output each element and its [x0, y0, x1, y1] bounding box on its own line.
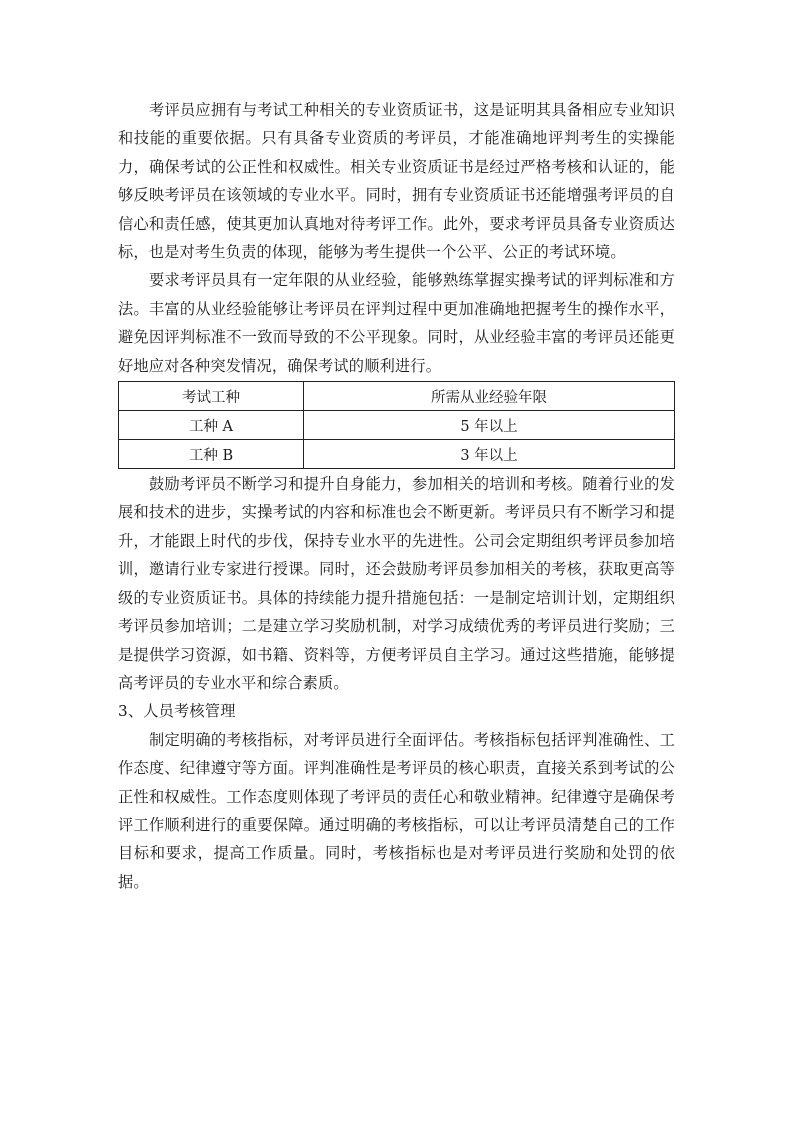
table-row — [119, 411, 675, 440]
experience-table — [118, 381, 675, 469]
table-header-row — [119, 382, 675, 411]
paragraph-qualification: 考评员应拥有与考试工种相关的专业资质证书，这是证明其具备相应专业知识和技能的重要依据。只有具备专业资质的考评员，才能准确地评判考生的实操能力，确保考试的公正性和权威性。相关专业资质证书是经过严格考核和认证的，能够反映考评员在该领域的专业水平。同时，拥有专业资质证书还能增强考评员的自信心和责任感，使其更加认真地对待考评工作。此外，要求考评员具备专业资质达标，也是对考生负责的体现，能够为考生提供一个公平、公正的考试环境。 — [118, 101, 675, 262]
paragraph-assessment: 制定明确的考核指标，对考评员进行全面评估。考核指标包括评判准确性、工作态度、纪律遵守等方面。评判准确性是考评员的核心职责，直接关系到考试的公正性和权威性。工作态度则体现了考评员的责任心和敬业精神。纪律遵守是确保考评工作顺利进行的重要保障。通过明确的考核指标，可以让考评员清楚自己的工作目标和要求，提高工作质量。同时，考核指标也是对考评员进行奖励和处罚的依据。 — [118, 730, 675, 891]
table-cell: 工种 B — [119, 440, 304, 469]
table-header-cell: 考试工种 — [119, 382, 304, 411]
paragraph-continuous-improvement: 鼓励考评员不断学习和提升自身能力，参加相关的培训和考核。随着行业的发展和技术的进步，实操考试的内容和标准也会不断更新。考评员只有不断学习和提升，才能跟上时代的步伐，保持专业水平的先进性。公司会定期组织考评员参加培训，邀请行业专家进行授课。同时，还会鼓励考评员参加相关的考核，获取更高等级的专业资质证书。具体的持续能力提升措施包括：一是制定培训计划，定期组织考评员参加培训；二是建立学习奖励机制，对学习成绩优秀的考评员进行奖励；三是提供学习资源，如书籍、资料等，方便考评员自主学习。通过这些措施，能够提高考评员的专业水平和综合素质。 — [118, 475, 675, 692]
table-row — [119, 440, 675, 469]
table-header-cell: 所需从业经验年限 — [304, 382, 675, 411]
section-heading: 3、人员考核管理 — [118, 702, 236, 721]
table-cell: 5 年以上 — [304, 411, 675, 440]
table-cell: 工种 A — [119, 411, 304, 440]
table-cell: 3 年以上 — [304, 440, 675, 469]
document-page — [118, 96, 675, 896]
paragraph-experience: 要求考评员具有一定年限的从业经验，能够熟练掌握实操考试的评判标准和方法。丰富的从业经验能够让考评员在评判过程中更加准确地把握考生的操作水平，避免因评判标准不一致而导致的不公平现象。同时，从业经验丰富的考评员还能更好地应对各种突发情况，确保考试的顺利进行。 — [118, 271, 675, 375]
